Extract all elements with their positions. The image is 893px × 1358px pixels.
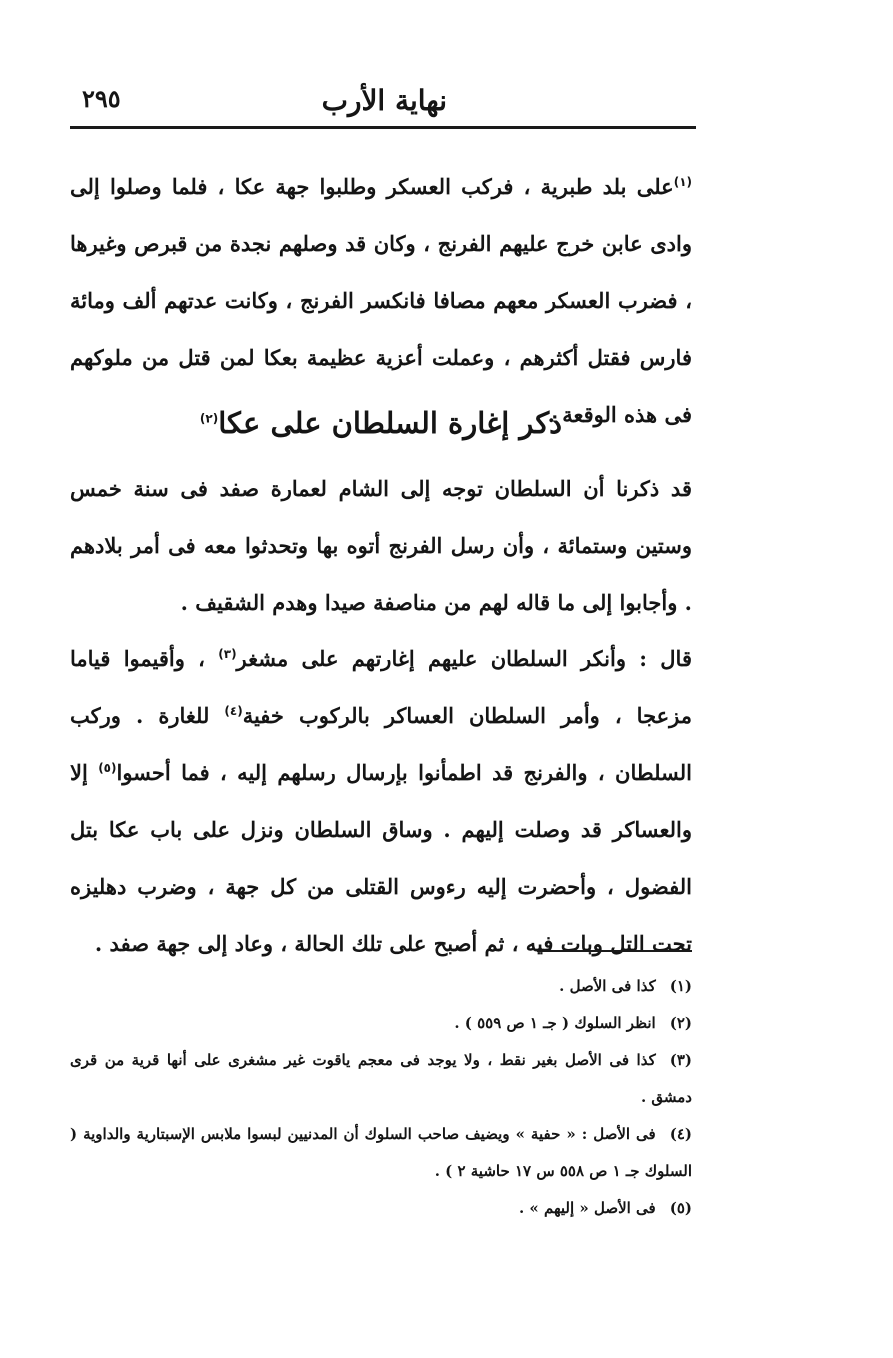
- paragraph-3-part-3: للغارة . وركب السلطان ، والفرنج قد اطمأنوا بإرسال رسلهم إليه ، فما أحسوا: [70, 703, 692, 785]
- footnote-number: (١): [669, 977, 692, 995]
- paragraph-3: [70, 630, 692, 972]
- paragraph-2-text: قد ذكرنا أن السلطان توجه إلى الشام لعمارة صفد فى سنة خمس وستين وستمائة ، وأن رسل الفرنج أتوه بها وتحدثوا معه فى أمر بلادهم . وأجابوا إلى ما قاله لهم من مناصفة صيدا وهدم الشقيف .: [70, 476, 692, 615]
- footnote-ref-2: (٢): [199, 411, 219, 426]
- footnote-5: [70, 1190, 692, 1227]
- footnote-rule: [537, 950, 692, 952]
- paragraph-3-part-2: ، وأقيموا قياما مزعجا ، وأمر السلطان العساكر بالركوب خفية: [70, 646, 693, 728]
- footnote-number: (٤): [669, 1125, 692, 1143]
- footnote-1: [70, 968, 692, 1005]
- running-title: نهاية الأرب: [321, 84, 447, 117]
- section-heading: [70, 395, 692, 451]
- footnote-text: كذا فى الأصل .: [559, 977, 656, 995]
- paragraph-1-text: على بلد طبرية ، فركب العسكر وطلبوا جهة عكا ، فلما وصلوا إلى وادى عابن خرج عليهم الفرنج ، وكان قد وصلهم نجدة من قبرص وغيرها ، فضرب العسكر معهم مصافا فانكسر الفرنج ، وكانت عدتهم ألف ومائة فارس فقتل أكثرهم ، وعملت أعزية عظيمة بعكا لمن قتل من ملوكهم فى هذه الوقعة .: [70, 174, 692, 427]
- footnote-3: [70, 1042, 692, 1116]
- paragraph-3-part-1: قال : وأنكر السلطان عليهم إغارتهم على مشغر: [236, 646, 692, 671]
- page-number: ٢٩٥: [82, 84, 121, 113]
- header-rule: [70, 126, 696, 129]
- footnote-number: (٢): [669, 1014, 692, 1032]
- footnote-2: [70, 1005, 692, 1042]
- footnote-text: كذا فى الأصل بغير نقط ، ولا يوجد فى معجم ياقوت غير مشغرى على أنها قرية من قرى دمشق .: [70, 1051, 692, 1106]
- footnote-ref-1: (١): [673, 175, 692, 189]
- paragraph-2: [70, 460, 692, 631]
- footnote-text: فى الأصل « إليهم » .: [518, 1199, 656, 1217]
- footnote-number: (٣): [669, 1051, 692, 1069]
- page-header: [70, 78, 695, 120]
- footnote-ref-4: (٤): [224, 704, 243, 718]
- footnote-number: (٥): [669, 1199, 692, 1217]
- footnotes: [70, 968, 692, 1227]
- footnote-text: انظر السلوك ( جـ ١ ص ٥٥٩ ) .: [454, 1014, 656, 1032]
- footnote-text: فى الأصل : « حفية » ويضيف صاحب السلوك أن المدنيين لبسوا ملابس الإسبتارية والداوية ( السلوك جـ ١ ص ٥٥٨ س ١٧ حاشية ٢ ) .: [70, 1125, 692, 1180]
- footnote-4: [70, 1116, 692, 1190]
- footnote-ref-5: (٥): [98, 761, 117, 775]
- paragraph-3-part-4: إلا والعساكر قد وصلت إليهم . وساق السلطان ونزل على باب عكا بتل الفضول ، وأحضرت إليه رءوس القتلى من كل جهة ، وضرب دهليزه تحت التل وبات فيه ، ثم أصبح على تلك الحالة ، وعاد إلى جهة صفد .: [70, 760, 692, 956]
- section-heading-text: ذكر إغارة السلطان على عكا: [218, 406, 563, 440]
- footnote-ref-3: (٣): [218, 647, 237, 661]
